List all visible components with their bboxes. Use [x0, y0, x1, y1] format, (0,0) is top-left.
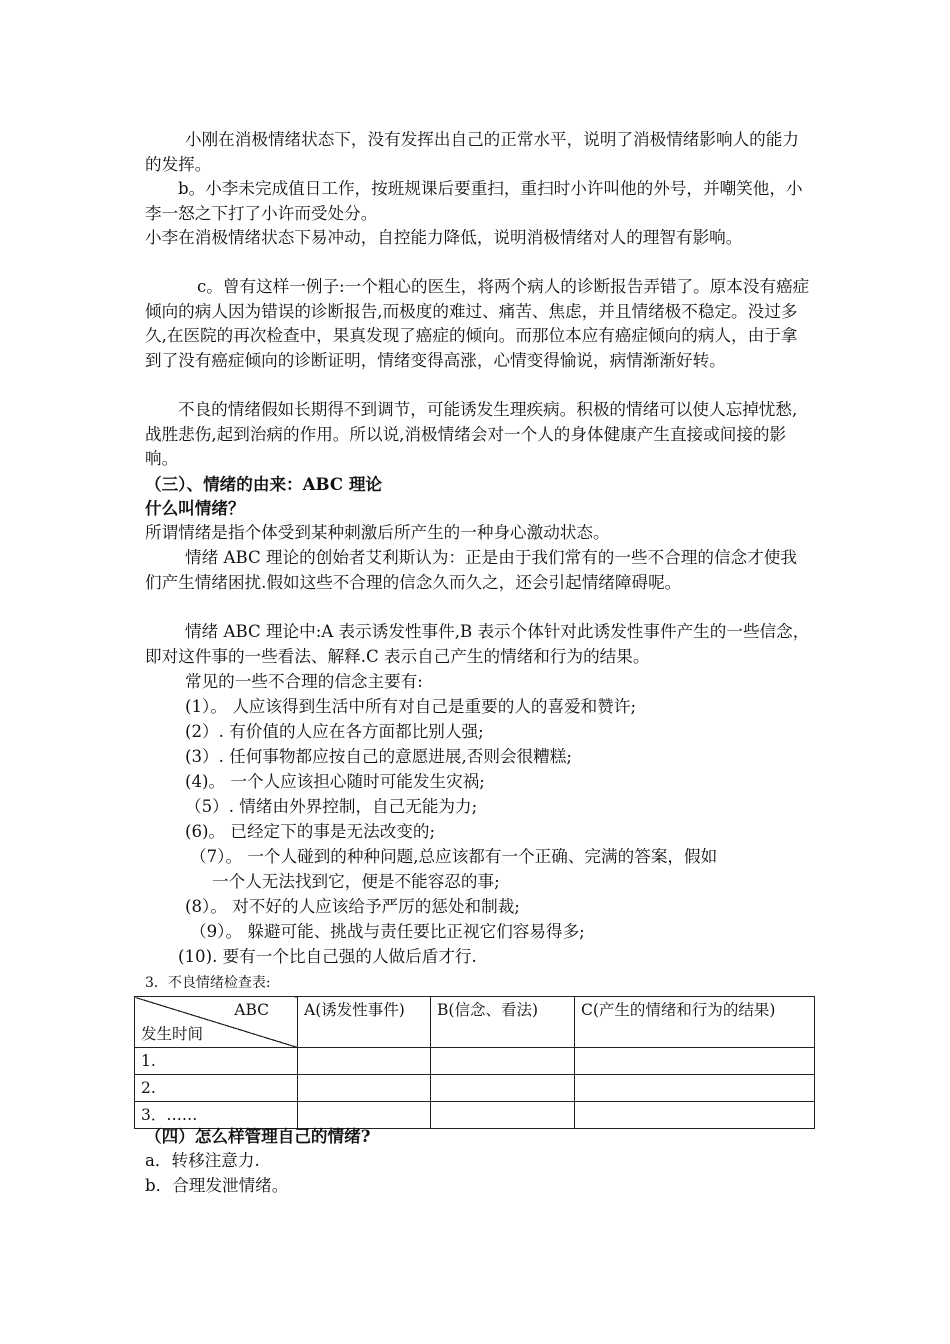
table-corner-cell — [135, 997, 298, 1048]
paragraph-xiaogang: 小刚在消极情绪状态下，没有发挥出自己的正常水平，说明了消极情绪影响人的能力的发挥。 — [145, 130, 799, 174]
paragraph-doctor-case: c。曾有这样一例子:一个粗心的医生，将两个病人的诊断报告弄错了。原本没有癌症倾向的病人因为错误的诊断报告,而极度的难过、痛苦、焦虑，并且情绪极不稳定。没过多久,在医院的再次检查中，果真发现了癌症的倾向。而那位本应有癌症倾向的病人，由于拿到了没有癌症倾向的诊断证明，情绪变得高涨，心情变得愉说，病情渐渐好转。 — [145, 277, 810, 370]
paragraph-xiaoli-conclusion: 小李在消极情绪状态下易冲动，自控能力降低，说明消极情绪对人的理智有影响。 — [145, 228, 743, 247]
manage-item-b: b．合理发泄情绪。 — [145, 1176, 289, 1195]
corner-label-abc: ABC — [234, 1001, 269, 1019]
table-cell[interactable] — [575, 1048, 815, 1075]
table-header-row — [135, 997, 815, 1048]
row-label: 2. — [135, 1075, 298, 1102]
table-row — [135, 1075, 815, 1102]
table-cell[interactable] — [575, 1075, 815, 1102]
belief-item: （5）. 情绪由外界控制，自己无能为力; — [185, 797, 478, 816]
paragraph-abc-definition: 情绪 ABC 理论中:A 表示诱发性事件,B 表示个体针对此诱发性事件产生的一些信念，即对这件事的一些看法、解释.C 表示自己产生的情绪和行为的结果。 — [145, 622, 810, 666]
belief-item: (2）. 有价值的人应在各方面都比别人强; — [185, 722, 484, 741]
manage-item-a: a．转移注意力. — [145, 1151, 260, 1170]
section-four-heading: （四）怎么样管理自己的情绪? — [145, 1126, 371, 1146]
row-label: 3．…… — [135, 1102, 298, 1129]
belief-item: (1）。 人应该得到生活中所有对自己是重要的人的喜爱和赞许; — [185, 697, 637, 716]
paragraph-xiaoli-case: b。小李未完成值日工作，按班规课后要重扫，重扫时小许叫他的外号，并嘲笑他，小李一怒之下打了小许而受处分。 — [145, 179, 803, 223]
row-label: 1. — [135, 1048, 298, 1075]
belief-item-continuation: 一个人无法找到它，便是不能容忍的事; — [212, 872, 500, 891]
header-col-c: C(产生的情绪和行为的结果) — [575, 997, 815, 1048]
paragraph-beliefs-intro: 常见的一些不合理的信念主要有: — [185, 672, 423, 691]
section-three-heading: （三）、情绪的由来：ABC 理论 — [145, 474, 383, 494]
belief-item: （9）。 躲避可能、挑战与责任要比正视它们容易得多; — [190, 922, 585, 941]
table-cell[interactable] — [298, 1075, 431, 1102]
belief-item: （7）。 一个人碰到的种种问题,总应该都有一个正确、完满的答案，假如 — [190, 847, 718, 866]
belief-item: (4)。 一个人应该担心随时可能发生灾祸; — [185, 772, 485, 791]
belief-item: (8）。 对不好的人应该给予严厉的惩处和制裁; — [185, 897, 520, 916]
belief-item: (3）. 任何事物都应按自己的意愿进展,否则会很糟糕; — [185, 747, 572, 766]
corner-label-time: 发生时间 — [141, 1025, 204, 1043]
table-cell[interactable] — [431, 1075, 575, 1102]
belief-item: (10). 要有一个比自己强的人做后盾才行. — [178, 947, 477, 966]
table-cell[interactable] — [298, 1048, 431, 1075]
what-is-emotion-heading: 什么叫情绪？ — [145, 498, 245, 518]
paragraph-emotion-definition: 所谓情绪是指个体受到某种刺激后所产生的一种身心激动状态。 — [145, 523, 610, 542]
header-col-b: B(信念、看法) — [431, 997, 575, 1048]
table-row — [135, 1048, 815, 1075]
paragraph-bad-emotion-effect: 不良的情绪假如长期得不到调节，可能诱发生理疾病。积极的情绪可以使人忘掉忧愁,战胜悲伤,起到治病的作用。所以说,消极情绪会对一个人的身体健康产生直接或间接的影响。 — [145, 400, 798, 469]
table-caption: 3．不良情绪检查表: — [145, 975, 271, 991]
belief-item: (6)。 已经定下的事是无法改变的; — [185, 822, 436, 841]
paragraph-ellis: 情绪 ABC 理论的创始者艾利斯认为：正是由于我们常有的一些不合理的信念才使我们产生情绪困扰.假如这些不合理的信念久而久之，还会引起情绪障碍呢。 — [145, 548, 797, 592]
header-col-a: A(诱发性事件) — [298, 997, 431, 1048]
table-cell[interactable] — [431, 1048, 575, 1075]
emotion-checklist-table — [134, 996, 815, 1129]
